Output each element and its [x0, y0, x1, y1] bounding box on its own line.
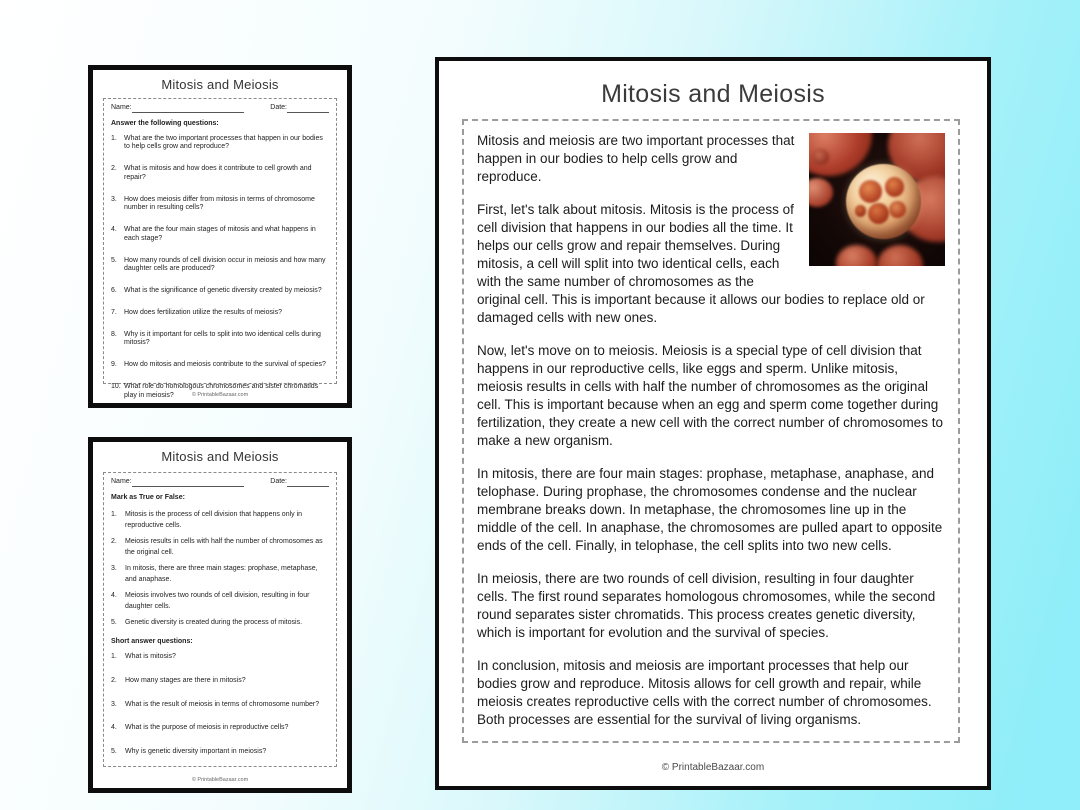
short-answer-item [111, 701, 329, 710]
question-number: 10. [111, 382, 121, 390]
worksheet-title: Mitosis and Meiosis [161, 449, 279, 464]
truefalse-item [111, 563, 329, 586]
question-item [111, 287, 329, 296]
item-number: 4. [111, 724, 117, 732]
name-label: Name: [111, 478, 132, 485]
page-footer: © PrintableBazaar.com [191, 392, 249, 398]
item-text: Why is genetic diversity important in meiosis? [125, 748, 267, 756]
question-number: 7. [111, 308, 117, 316]
date-blank-line [287, 480, 329, 487]
section-heading: Answer the following questions: [111, 119, 219, 127]
red-cell-shape [812, 149, 830, 165]
question-number: 3. [111, 195, 117, 203]
question-text: What is mitosis and how does it contribute to cell growth and repair? [124, 165, 312, 181]
nucleus-shape [885, 177, 904, 197]
item-number: 1. [111, 653, 117, 661]
question-item [111, 361, 329, 370]
name-label: Name: [111, 104, 132, 111]
short-answer-item [111, 724, 329, 733]
question-number: 6. [111, 287, 117, 294]
nucleus-shape [855, 205, 866, 216]
item-text: In mitosis, there are three main stages: prophase, metaphase, and anaphase. [125, 564, 318, 584]
item-text: What is the purpose of meiosis in reproductive cells? [125, 724, 289, 732]
passage-paragraph: In conclusion, mitosis and meiosis are important processes that help our bodies grow and reproduce. Mitosis allows for cell growth and repair, while meiosis creates reproductive cells with the correct number of chromosomes. Both processes are essential for the survival of living organisms. [477, 658, 932, 727]
central-cell-shape [846, 164, 921, 240]
worksheet-title: Mitosis and Meiosis [161, 77, 279, 92]
passage-paragraph: First, let's talk about mitosis. Mitosis is the process of cell division that happens in our bodies all the time. It helps our cells grow and repair themselves. During mitosis, a cell will split into two identical cells, each with the same number of chromosomes as the original cell. This is important because it allows our bodies to replace old or damaged cells with new ones. [477, 202, 925, 325]
item-text: Genetic diversity is created during the process of mitosis. [125, 618, 303, 626]
question-number: 2. [111, 165, 117, 172]
question-text: Why is it important for cells to split into two identical cells during mitosis? [124, 330, 321, 347]
passage-paragraph: In mitosis, there are four main stages: prophase, metaphase, anaphase, and telophase. During prophase, the chromosomes condense and the nuclear membrane breaks down. In metaphase, the chromosomes line up in the middle of the cell. In anaphase, the chromosomes are pulled apart to opposite ends of the cell. Finally, in telophase, the cell splits into two new cells. [477, 466, 943, 553]
passage-page [435, 57, 991, 790]
item-number: 4. [111, 591, 117, 599]
truefalse-item [111, 590, 329, 613]
question-number: 4. [111, 226, 117, 233]
passage-paragraph: Now, let's move on to meiosis. Meiosis is a special type of cell division that happens in our reproductive cells, like eggs and sperm. Unlike mitosis, meiosis results in cells with half the number of chromosomes as the original cell. This is important because when an egg and sperm come together during fertilization, they create a new cell with the correct number of chromosomes to make a new organism. [477, 343, 943, 448]
question-text: What are the four main stages of mitosis and what happens in each stage? [124, 226, 316, 242]
name-blank-line [132, 106, 244, 113]
truefalse-item [111, 617, 329, 629]
item-number: 3. [111, 564, 117, 572]
item-number: 5. [111, 618, 117, 626]
question-number: 5. [111, 256, 117, 264]
item-number: 5. [111, 748, 117, 756]
short-answer-heading: Short answer questions: [111, 638, 193, 646]
question-text: What are the two important processes that happen in our bodies to help cells grow and reproduce? [124, 134, 323, 151]
question-item [111, 135, 329, 153]
question-number: 9. [111, 361, 117, 368]
nucleus-shape [868, 203, 889, 224]
red-cell-shape [809, 178, 833, 207]
item-number: 3. [111, 700, 117, 708]
worksheet-questions-page [88, 65, 352, 408]
question-text: How does fertilization utilize the results of meiosis? [124, 308, 282, 316]
question-text: How does meiosis differ from mitosis in terms of chromosome number in resulting cells? [124, 195, 315, 212]
item-text: How many stages are there in mitosis? [125, 676, 246, 684]
nucleus-shape [859, 180, 881, 203]
cells-photo [809, 133, 945, 266]
name-blank-line [132, 480, 244, 487]
worksheet-truefalse-page [88, 437, 352, 793]
short-answer-item [111, 748, 329, 757]
page-footer: © PrintableBazaar.com [191, 777, 249, 783]
question-number: 1. [111, 134, 117, 142]
name-date-row [111, 478, 329, 487]
name-date-row [111, 104, 329, 113]
short-answer-item [111, 677, 329, 686]
passage-title: Mitosis and Meiosis [601, 80, 825, 108]
item-number: 2. [111, 537, 117, 545]
item-number: 2. [111, 676, 117, 684]
question-item [111, 196, 329, 214]
item-text: Meiosis results in cells with half the number of chromosomes as the original cell. [125, 537, 323, 557]
truefalse-item [111, 536, 329, 559]
passage-content-box [462, 119, 960, 743]
question-text: How do mitosis and meiosis contribute to the survival of species? [124, 361, 326, 368]
short-answer-item [111, 653, 329, 662]
worksheet-content-box [103, 472, 337, 767]
passage-paragraph: Mitosis and meiosis are two important processes that happen in our bodies to help cells grow and reproduce. [477, 133, 795, 184]
date-label: Date: [270, 478, 287, 485]
question-item [111, 165, 329, 183]
question-number: 8. [111, 330, 117, 338]
date-label: Date: [270, 104, 287, 111]
page-footer: © PrintableBazaar.com [661, 762, 765, 773]
item-text: Meiosis involves two rounds of cell division, resulting in four daughter cells. [125, 591, 310, 611]
question-item [111, 226, 329, 244]
red-cell-shape [836, 245, 877, 266]
nucleus-shape [889, 201, 905, 218]
question-text: How many rounds of cell division occur in meiosis and how many daughter cells are produced? [124, 256, 326, 273]
truefalse-item [111, 509, 329, 532]
item-text: What is mitosis? [125, 653, 176, 661]
question-item [111, 331, 329, 349]
truefalse-heading: Mark as True or False: [111, 493, 185, 501]
item-text: Mitosis is the process of cell division that happens only in reproductive cells. [125, 510, 303, 530]
red-cell-shape [877, 245, 923, 266]
question-text: What is the significance of genetic diversity created by meiosis? [124, 287, 322, 294]
item-number: 1. [111, 510, 117, 518]
question-item [111, 257, 329, 275]
question-item [111, 309, 329, 318]
date-blank-line [287, 106, 329, 113]
question-text: What role do homologous chromosomes and sister chromatids play in meiosis? [124, 382, 319, 399]
passage-paragraph: In meiosis, there are two rounds of cell division, resulting in four daughter cells. The first round separates homologous chromosomes, while the second round separates sister chromatids. This process creates genetic diversity, which is important for evolution and the survival of species. [477, 571, 936, 640]
item-text: What is the result of meiosis in terms of chromosome number? [125, 700, 320, 708]
